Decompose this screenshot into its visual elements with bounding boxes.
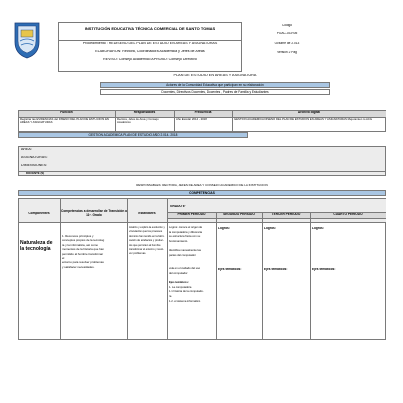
first-period-line: 1. La computadora bbox=[169, 285, 192, 289]
estandar-line: técnicos han tenido en la fabri- bbox=[129, 234, 165, 238]
first-period-content bbox=[169, 226, 215, 304]
institution-seal-logo bbox=[12, 20, 42, 60]
competencia-line: el bbox=[62, 256, 65, 261]
frecuencia-cell: Año Escolar 2014 - 2018 bbox=[176, 118, 207, 121]
first-period-line: Logros: conoce el origen de bbox=[169, 226, 203, 229]
first-period-line: ra bbox=[169, 294, 172, 298]
gestion-bar: GESTION ACADEMICA PLAN DE ESTUDIO AÑO 2.014- 2018 bbox=[18, 132, 248, 138]
col-competencias: Competencias a desarrollar de Transición a 11º. Grado bbox=[61, 209, 127, 217]
institution-name: INSTITUCIÓN EDUCATIVA TÉCNICA COMERCIAL DE SANTO TOMAS bbox=[84, 26, 216, 31]
first-period-line: 1.2. el sistema informático bbox=[169, 299, 201, 303]
competencia-text bbox=[62, 234, 126, 269]
competencia-line: permitido al hombre transformar bbox=[62, 251, 104, 256]
col-estandares: Estándares bbox=[138, 212, 156, 215]
period-3-header: TERCER PERIODO bbox=[271, 213, 301, 216]
first-period-line: del computador bbox=[169, 271, 188, 275]
competencia-line: 1. Reconoce principios y bbox=[62, 234, 94, 238]
responsables-cell: Rectora, Jefes de Area y Consejo Académico bbox=[117, 118, 159, 125]
plan-title: PLAN DE ESTUDIO EN AREAS Y ASIGNATURA bbox=[173, 74, 257, 77]
competencia-line: ía y la informática, así como bbox=[62, 242, 98, 247]
estandar-line: transformar el entorno y resol- bbox=[129, 248, 164, 252]
col-componentes: Componentes bbox=[28, 212, 50, 215]
elaborated-by: ELABORARON: Rectora, Coordinadora Académica y Jefes de Areas bbox=[95, 50, 205, 53]
estandar-line: Analizo y explico la evolución y bbox=[129, 226, 165, 229]
function-cell: Registrar las EVIDENCIAS del DISEÑO DEL PLAN DE ESTU-DIOS EN AREAS Y ASIGNATURAS bbox=[20, 118, 109, 125]
estandar-line: vinculación que los procesos bbox=[129, 230, 163, 234]
competencia-line: entorno para resolver problemas bbox=[62, 260, 104, 265]
document-version: Versión 2 Pag bbox=[277, 51, 297, 54]
period-4-header: CUARTO PERIODO bbox=[333, 213, 363, 216]
period-2-logros: Logros: bbox=[218, 227, 230, 230]
document-code: PGAC-03-R05 bbox=[276, 32, 298, 35]
period-1-header: PRIMER PERIODO bbox=[177, 213, 206, 216]
estandar-line: cación de artefactos y produc- bbox=[129, 239, 164, 243]
first-period-line: 1.1 historia de la computado- bbox=[169, 290, 204, 294]
componente-name: Naturaleza de la tecnología bbox=[20, 240, 53, 252]
competencia-line: conceptos propios de la tecnolog bbox=[62, 238, 105, 243]
reviewed-approved: REVISO: Consejo Académico APROBO: Consejo Directivo bbox=[103, 58, 197, 61]
col-frecuencia: Frecuencia bbox=[194, 111, 212, 114]
asignaturas-label: ASIGNATURAS: bbox=[21, 156, 48, 159]
period-2-ejes: Ejes temáticos: bbox=[218, 268, 242, 271]
document-date: Octubre de 2.013 bbox=[274, 42, 300, 45]
period-3-ejes: Ejes temáticos: bbox=[264, 268, 288, 271]
docente-label: DOCENTE (S) bbox=[26, 172, 45, 175]
competencia-line: momentos de la historia que han bbox=[62, 247, 104, 252]
col-funcion: Función bbox=[60, 111, 73, 114]
code-label: Código bbox=[281, 24, 293, 27]
period-2-header: SEGUNDO PERIODO bbox=[223, 213, 255, 216]
estandar-line: tos que permiten al hombre bbox=[129, 243, 161, 247]
period-3-logros: Logros: bbox=[264, 227, 276, 230]
first-period-line: partes del computador bbox=[169, 253, 196, 257]
actors-title: Actores de la Comunidad Educativa que participan en su elaboración bbox=[100, 82, 330, 88]
estandar-line: ver problemas. bbox=[129, 252, 147, 256]
first-period-line: Identifica manualmente las bbox=[169, 248, 201, 252]
period-4-ejes: Ejes temáticos: bbox=[312, 268, 336, 271]
col-responsables: Responsables bbox=[133, 111, 156, 114]
procedure-title: Procedimiento : REDISEÑO DEL PLAN DE ESTUDIO EN AREAS Y ASIGNATURAS bbox=[82, 42, 218, 45]
first-period-line: la computadora y diferencia bbox=[169, 230, 203, 234]
first-period-line: su estructura física con su bbox=[169, 235, 201, 239]
estandar-text bbox=[129, 226, 166, 257]
responsables-line: RESPONSABLES: RECTORA, JEFES DE AREA Y CONSEJO ACADEMICO DE LA INSTITUCION bbox=[136, 184, 268, 187]
first-period-line: vela en el cuidado del uso bbox=[169, 267, 201, 271]
col-archivo-digital: Archivo digital bbox=[297, 111, 321, 114]
archivo-cell: GESTIÓN ACADEMICA DISEÑO DEL PLAN DE ESTUDIOS EN AREAS Y ASIGNATURAS Mejoramien to ACG bbox=[234, 118, 373, 121]
grado-label: GRADO 6° bbox=[170, 205, 186, 208]
competencias-title: COMPETENCIAS bbox=[18, 190, 386, 196]
area-label: AREA: bbox=[21, 148, 32, 151]
competencia-line: y satisfacer necesidades. bbox=[62, 264, 95, 269]
dimensiones-label: DIMENSIONES: bbox=[21, 164, 48, 167]
period-4-logros: Logros: bbox=[312, 227, 324, 230]
first-period-line: Ejes temáticos: bbox=[169, 281, 189, 285]
actors-list: Docentes, Directivos Docentes, Docentes , Padres de Familia y Estudiantes bbox=[100, 89, 330, 95]
first-period-line: funcionamiento. bbox=[169, 239, 188, 243]
